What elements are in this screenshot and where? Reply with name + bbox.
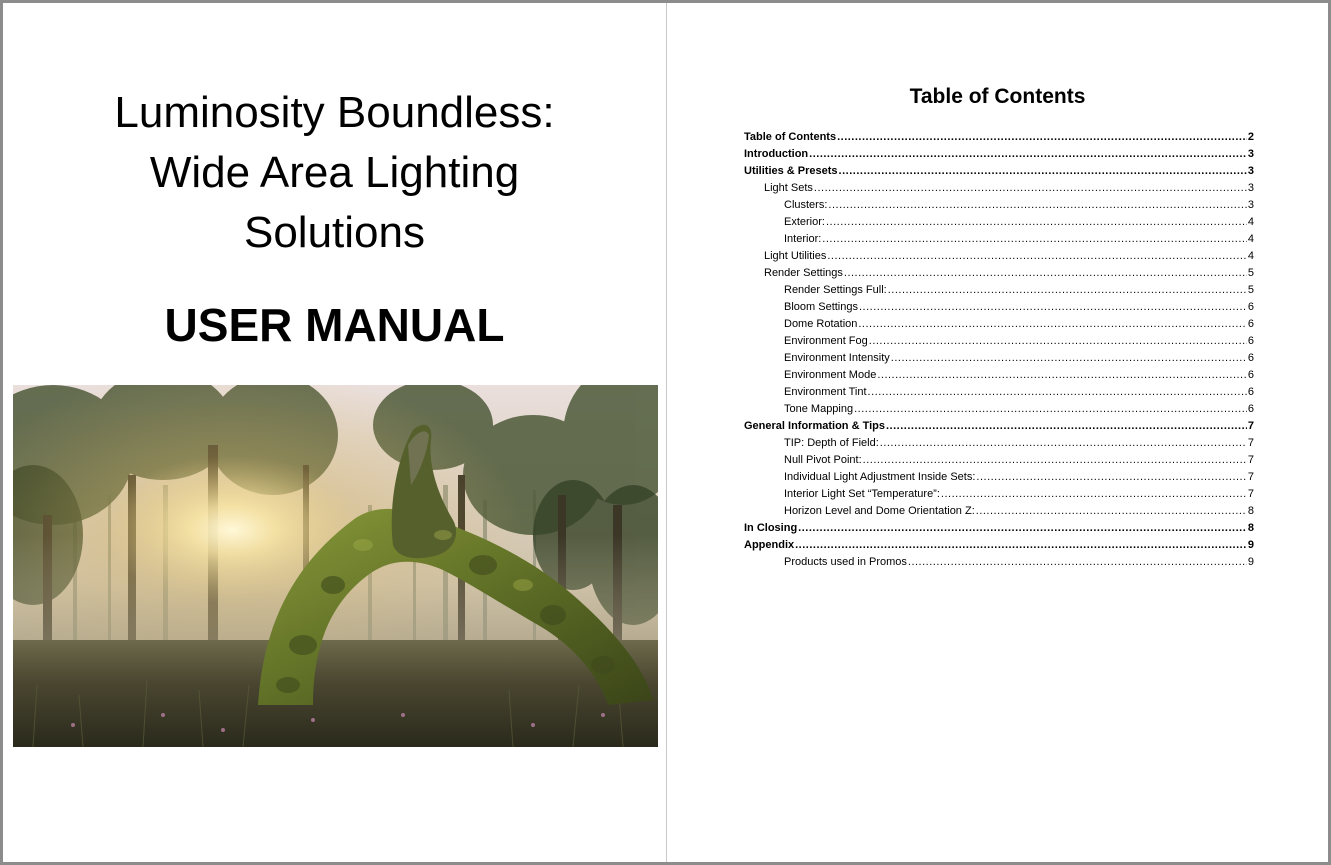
toc-dot-leader <box>891 352 1247 364</box>
toc-entry-title: Exterior: <box>784 216 825 228</box>
toc-dot-leader <box>886 420 1247 432</box>
toc-dot-leader <box>888 284 1247 296</box>
toc-dot-leader <box>854 403 1247 415</box>
toc-entry[interactable] <box>744 250 1254 267</box>
toc-entry[interactable] <box>744 131 1254 148</box>
toc-entry-page-number: 7 <box>1247 471 1254 483</box>
toc-entry-page-number: 9 <box>1247 539 1254 551</box>
toc-entry-page-number: 6 <box>1247 403 1254 415</box>
toc-entry[interactable] <box>744 386 1254 403</box>
toc-entry-title: Environment Intensity <box>784 352 890 364</box>
toc-entry-page-number: 5 <box>1247 267 1254 279</box>
toc-entry-page-number: 7 <box>1247 454 1254 466</box>
toc-entry[interactable] <box>744 539 1254 556</box>
cover-subtitle: USER MANUAL <box>164 299 505 351</box>
toc-entry-title: Render Settings Full: <box>784 284 887 296</box>
toc-entry-page-number: 5 <box>1247 284 1254 296</box>
toc-entry[interactable] <box>744 148 1254 165</box>
toc-dot-leader <box>863 454 1247 466</box>
cover-title-line: Luminosity Boundless: <box>114 88 555 137</box>
toc-entry-page-number: 7 <box>1247 437 1254 449</box>
toc-entry-title: Bloom Settings <box>784 301 858 313</box>
toc-page <box>667 3 1328 862</box>
cover-page <box>3 3 666 862</box>
toc-entry[interactable] <box>744 199 1254 216</box>
toc-dot-leader <box>809 148 1247 160</box>
toc-entry-title: General Information & Tips <box>744 420 885 432</box>
toc-entry-title: Table of Contents <box>744 131 837 143</box>
toc-entry-title: Utilities & Presets <box>744 165 838 177</box>
toc-entry-title: Tone Mapping <box>784 403 854 415</box>
toc-dot-leader <box>844 267 1247 279</box>
toc-entry-title: Environment Fog <box>784 335 868 347</box>
toc-entry-title: Clusters: <box>784 199 828 211</box>
toc-entry[interactable] <box>744 505 1254 522</box>
toc-entry-page-number: 3 <box>1247 165 1254 177</box>
toc-entry[interactable] <box>744 233 1254 250</box>
toc-entry-title: In Closing <box>744 522 798 534</box>
toc-dot-leader <box>941 488 1247 500</box>
toc-dot-leader <box>868 386 1247 398</box>
toc-entry-page-number: 2 <box>1247 131 1254 143</box>
toc-entry-title: Render Settings <box>764 267 843 279</box>
toc-entry-title: Individual Light Adjustment Inside Sets: <box>784 471 976 483</box>
toc-entry[interactable] <box>744 182 1254 199</box>
toc-dot-leader <box>880 437 1247 449</box>
toc-entry[interactable] <box>744 522 1254 539</box>
cover-title <box>3 83 666 263</box>
toc-dot-leader <box>798 522 1247 534</box>
toc-heading: Table of Contents <box>909 85 1086 108</box>
toc-entry-title: Products used in Promos <box>784 556 907 568</box>
toc-entry-title: Appendix <box>744 539 795 551</box>
toc-entry[interactable] <box>744 369 1254 386</box>
toc-dot-leader <box>839 165 1247 177</box>
cover-title-line: Solutions <box>243 208 425 257</box>
toc-dot-leader <box>826 216 1247 228</box>
toc-list <box>744 131 1254 573</box>
toc-entry-page-number: 6 <box>1247 335 1254 347</box>
toc-entry[interactable] <box>744 352 1254 369</box>
cover-title-line: Wide Area Lighting <box>149 148 520 197</box>
toc-dot-leader <box>869 335 1247 347</box>
toc-entry[interactable] <box>744 301 1254 318</box>
toc-dot-leader <box>795 539 1247 551</box>
toc-dot-leader <box>859 301 1247 313</box>
toc-entry-page-number: 3 <box>1247 182 1254 194</box>
toc-entry-page-number: 8 <box>1247 522 1254 534</box>
toc-dot-leader <box>976 505 1247 517</box>
toc-entry[interactable] <box>744 420 1254 437</box>
toc-entry-title: Environment Mode <box>784 369 877 381</box>
toc-entry[interactable] <box>744 284 1254 301</box>
toc-entry-title: Light Sets <box>764 182 813 194</box>
toc-entry[interactable] <box>744 318 1254 335</box>
toc-entry[interactable] <box>744 437 1254 454</box>
toc-entry-title: Interior: <box>784 233 822 245</box>
toc-entry[interactable] <box>744 488 1254 505</box>
toc-entry-page-number: 6 <box>1247 369 1254 381</box>
toc-entry-title: Light Utilities <box>764 250 827 262</box>
toc-entry-page-number: 6 <box>1247 386 1254 398</box>
toc-entry-title: Null Pivot Point: <box>784 454 862 466</box>
toc-entry-page-number: 6 <box>1247 318 1254 330</box>
toc-entry-page-number: 3 <box>1247 148 1254 160</box>
toc-entry[interactable] <box>744 165 1254 182</box>
toc-entry-page-number: 7 <box>1247 488 1254 500</box>
toc-entry[interactable] <box>744 454 1254 471</box>
toc-dot-leader <box>827 250 1247 262</box>
toc-entry-page-number: 3 <box>1247 199 1254 211</box>
toc-entry-page-number: 7 <box>1247 420 1254 432</box>
toc-entry-page-number: 4 <box>1247 250 1254 262</box>
toc-entry[interactable] <box>744 216 1254 233</box>
toc-entry-title: Dome Rotation <box>784 318 858 330</box>
toc-entry-page-number: 8 <box>1247 505 1254 517</box>
toc-entry[interactable] <box>744 556 1254 573</box>
toc-entry-title: Horizon Level and Dome Orientation Z: <box>784 505 975 517</box>
toc-dot-leader <box>908 556 1247 568</box>
toc-entry[interactable] <box>744 267 1254 284</box>
toc-entry-page-number: 4 <box>1247 216 1254 228</box>
toc-dot-leader <box>822 233 1247 245</box>
toc-dot-leader <box>828 199 1246 211</box>
toc-dot-leader <box>814 182 1247 194</box>
toc-entry-page-number: 6 <box>1247 301 1254 313</box>
toc-entry[interactable] <box>744 335 1254 352</box>
toc-dot-leader <box>877 369 1247 381</box>
toc-entry-page-number: 9 <box>1247 556 1254 568</box>
toc-entry-title: Interior Light Set “Temperature”: <box>784 488 940 500</box>
toc-entry-title: Environment Tint <box>784 386 867 398</box>
toc-entry-title: Introduction <box>744 148 809 160</box>
toc-entry[interactable] <box>744 403 1254 420</box>
toc-entry-page-number: 6 <box>1247 352 1254 364</box>
toc-dot-leader <box>858 318 1247 330</box>
toc-entry-title: TIP: Depth of Field: <box>784 437 879 449</box>
toc-entry[interactable] <box>744 471 1254 488</box>
toc-entry-page-number: 4 <box>1247 233 1254 245</box>
toc-dot-leader <box>976 471 1246 483</box>
toc-dot-leader <box>837 131 1247 143</box>
cover-image <box>13 385 658 747</box>
